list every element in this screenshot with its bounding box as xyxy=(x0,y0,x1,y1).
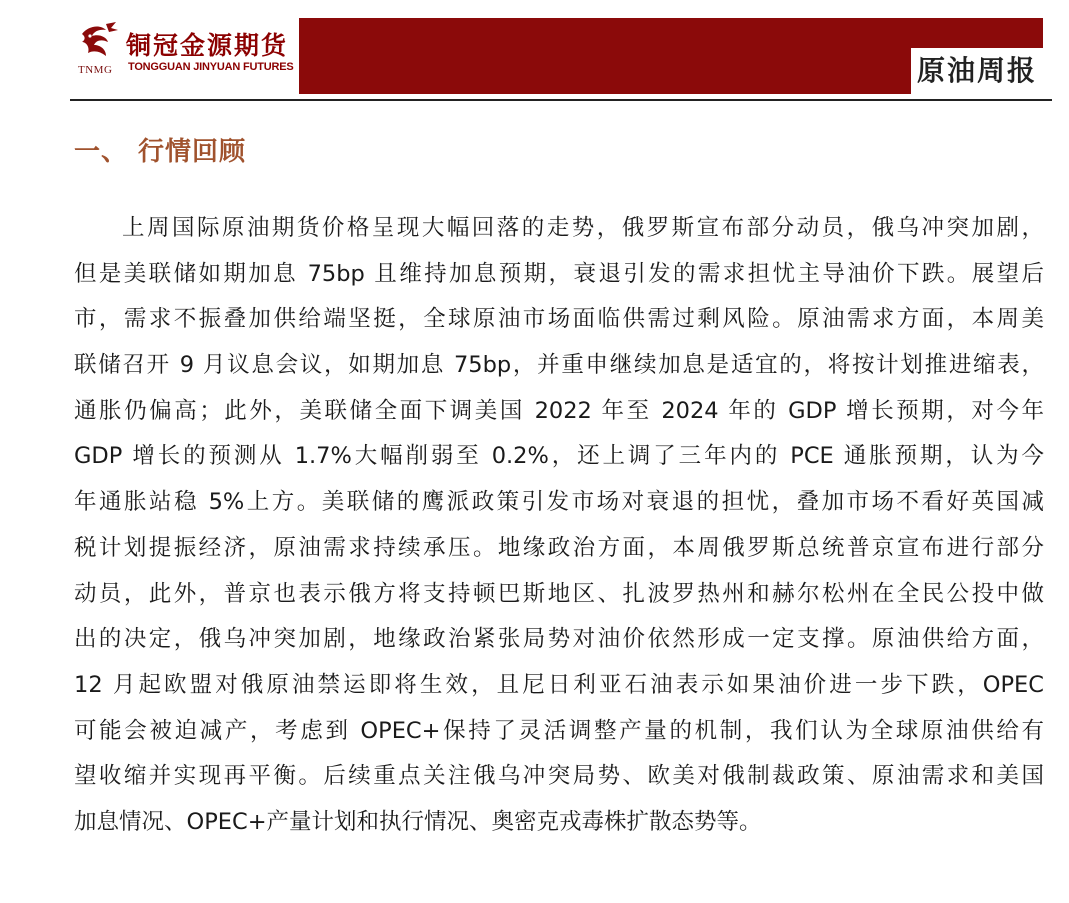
paragraph-line: 市，需求不振叠加供给端坚挺，全球原油市场面临供需过剩风险。原油需求方面，本周美 xyxy=(74,306,1044,333)
section-heading: 一、 行情回顾 xyxy=(74,137,247,167)
paragraph-line: 动员，此外，普京也表示俄方将支持顿巴斯地区、扎波罗热州和赫尔松州在全民公投中做 xyxy=(74,580,1044,607)
paragraph-line: 出的决定，俄乌冲突加剧，地缘政治紧张局势对油价依然形成一定支撑。原油供给方面， xyxy=(74,626,1044,653)
header-banner xyxy=(299,18,1043,94)
paragraph-line: 加息情况、OPEC+产量计划和执行情况、奥密克戎毒株扩散态势等。 xyxy=(74,808,762,835)
paragraph-line: 联储召开 9 月议息会议，如期加息 75bp，并重申继续加息是适宜的，将按计划推进缩表， xyxy=(74,352,1044,379)
company-name-en: TONGGUAN JINYUAN FUTURES xyxy=(128,61,294,73)
paragraph-line: 通胀仍偏高；此外，美联储全面下调美国 2022 年至 2024 年的 GDP 增长预期，对今年 xyxy=(74,397,1044,424)
page-header xyxy=(0,0,1069,104)
paragraph-line: 12 月起欧盟对俄原油禁运即将生效，且尼日利亚石油表示如果油价进一步下跌，OPEC xyxy=(74,671,1044,698)
paragraph-line: GDP 增长的预测从 1.7%大幅削弱至 0.2%，还上调了三年内的 PCE 通胀预期，认为今 xyxy=(74,443,1044,470)
paragraph-line: 望收缩并实现再平衡。后续重点关注俄乌冲突局势、欧美对俄制裁政策、原油需求和美国 xyxy=(74,763,1044,790)
dragon-logo-icon xyxy=(76,20,120,66)
report-title: 原油周报 xyxy=(911,48,1043,94)
logo-abbreviation: TNMG xyxy=(78,64,113,76)
header-divider xyxy=(70,99,1052,101)
body-paragraph xyxy=(74,206,1044,846)
paragraph-line: 上周国际原油期货价格呈现大幅回落的走势，俄罗斯宣布部分动员，俄乌冲突加剧， xyxy=(122,215,1044,241)
paragraph-line: 税计划提振经济，原油需求持续承压。地缘政治方面，本周俄罗斯总统普京宣布进行部分 xyxy=(74,534,1044,561)
paragraph-line: 但是美联储如期加息 75bp 且维持加息预期，衰退引发的需求担忧主导油价下跌。展望后 xyxy=(74,260,1044,287)
company-name-cn: 铜冠金源期货 xyxy=(126,31,289,60)
paragraph-line: 可能会被迫减产，考虑到 OPEC+保持了灵活调整产量的机制，我们认为全球原油供给有 xyxy=(74,717,1044,744)
paragraph-line: 年通胀站稳 5%上方。美联储的鹰派政策引发市场对衰退的担忧，叠加市场不看好英国减 xyxy=(74,489,1044,516)
